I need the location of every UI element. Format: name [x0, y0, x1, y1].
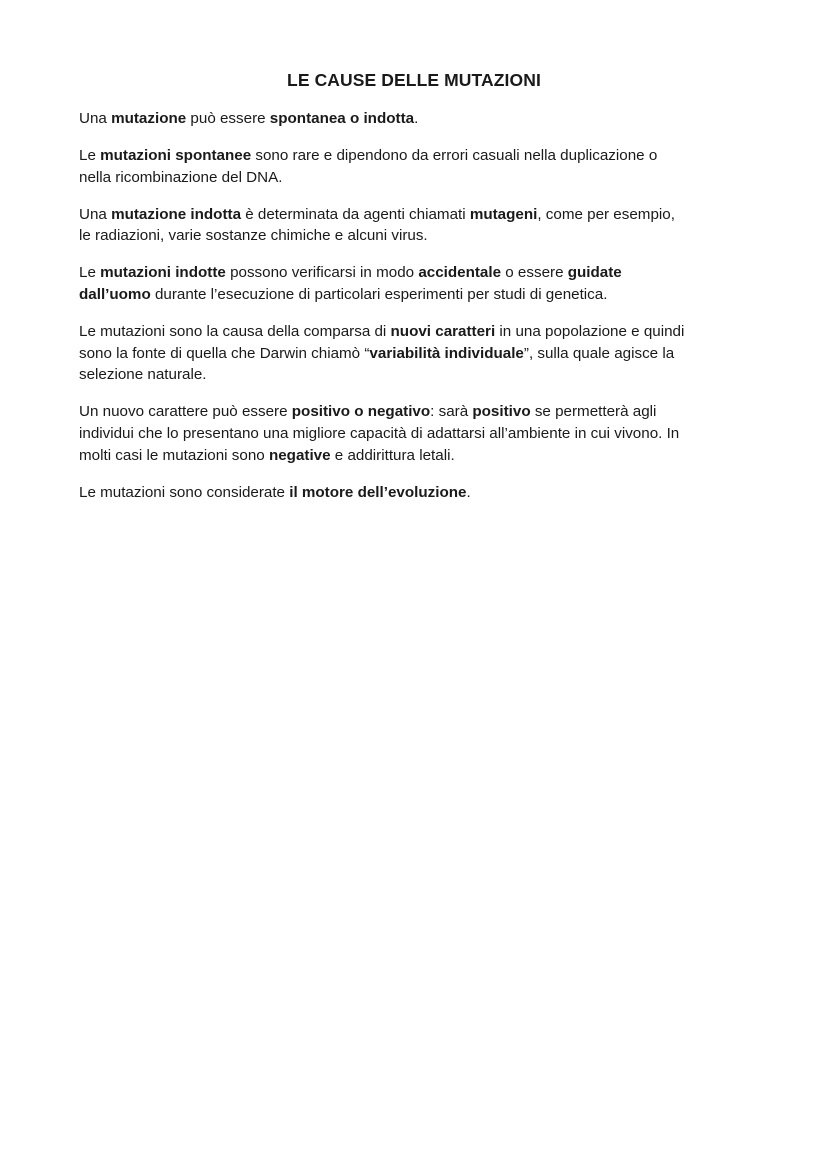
text-span: : sarà	[430, 403, 473, 421]
bold-term: accidentale	[418, 264, 502, 282]
bold-term: positivo	[472, 403, 531, 421]
text-span: molti casi le mutazioni sono	[79, 446, 269, 464]
bold-term: negative	[268, 446, 331, 464]
paragraph-1	[79, 108, 759, 130]
paragraph-2	[79, 145, 759, 188]
text-span: sono rare e dipendono da errori casuali nella duplicazione o	[251, 147, 658, 165]
text-span: ”, sulla quale agisce la	[523, 344, 675, 362]
paragraph-7	[79, 482, 759, 504]
text-span: Un nuovo carattere può essere	[79, 403, 292, 421]
page-title: LE CAUSE DELLE MUTAZIONI	[287, 70, 541, 90]
text-span: individui che lo presentano una migliore capacità di adattarsi all’ambiente in cui vivono. In	[79, 425, 680, 443]
text-span: le radiazioni, varie sostanze chimiche e alcuni virus.	[79, 227, 428, 245]
text-span: è determinata da agenti chiamati	[241, 205, 470, 223]
bold-term: positivo o negativo	[291, 403, 431, 421]
text-span: Le	[79, 264, 101, 282]
bold-term: mutageni	[469, 205, 538, 223]
bold-term: spontanea o indotta	[269, 110, 415, 127]
document-body	[79, 108, 759, 519]
text-span: Le mutazioni sono la causa della comparsa di	[79, 323, 391, 341]
text-span: Una	[79, 110, 112, 127]
text-span: sono la fonte di quella che Darwin chiamò “	[79, 344, 370, 362]
text-span: .	[466, 483, 471, 501]
bold-term: mutazioni indotte	[100, 264, 226, 282]
paragraph-3	[79, 204, 759, 247]
bold-term: nuovi caratteri	[390, 323, 496, 341]
text-span: e addirittura letali.	[330, 446, 455, 464]
bold-term: guidate	[567, 264, 622, 282]
bold-term: mutazione indotta	[111, 205, 242, 223]
text-span: durante l’esecuzione di particolari esperimenti per studi di genetica.	[150, 286, 608, 304]
paragraph-4	[79, 262, 759, 305]
text-span: nella ricombinazione del DNA.	[79, 168, 283, 186]
text-span: Una	[79, 205, 112, 223]
bold-term: variabilità individuale	[369, 344, 524, 362]
paragraph-6	[79, 401, 759, 466]
text-span: selezione naturale.	[79, 366, 207, 384]
bold-term: mutazione	[111, 110, 187, 127]
text-span: Le mutazioni sono considerate	[79, 483, 290, 501]
text-span: .	[414, 110, 419, 127]
text-span: può essere	[186, 110, 270, 127]
bold-term: mutazioni spontanee	[100, 147, 252, 165]
text-span: o essere	[501, 264, 568, 282]
bold-term: dall’uomo	[79, 286, 151, 304]
paragraph-5	[79, 321, 759, 386]
text-span: in una popolazione e quindi	[495, 323, 685, 341]
text-span: Le	[79, 147, 101, 165]
text-span: possono verificarsi in modo	[225, 264, 419, 282]
text-span: se permetterà agli	[530, 403, 657, 421]
text-span: , come per esempio,	[537, 205, 675, 223]
bold-term: il motore dell’evoluzione	[289, 483, 467, 501]
